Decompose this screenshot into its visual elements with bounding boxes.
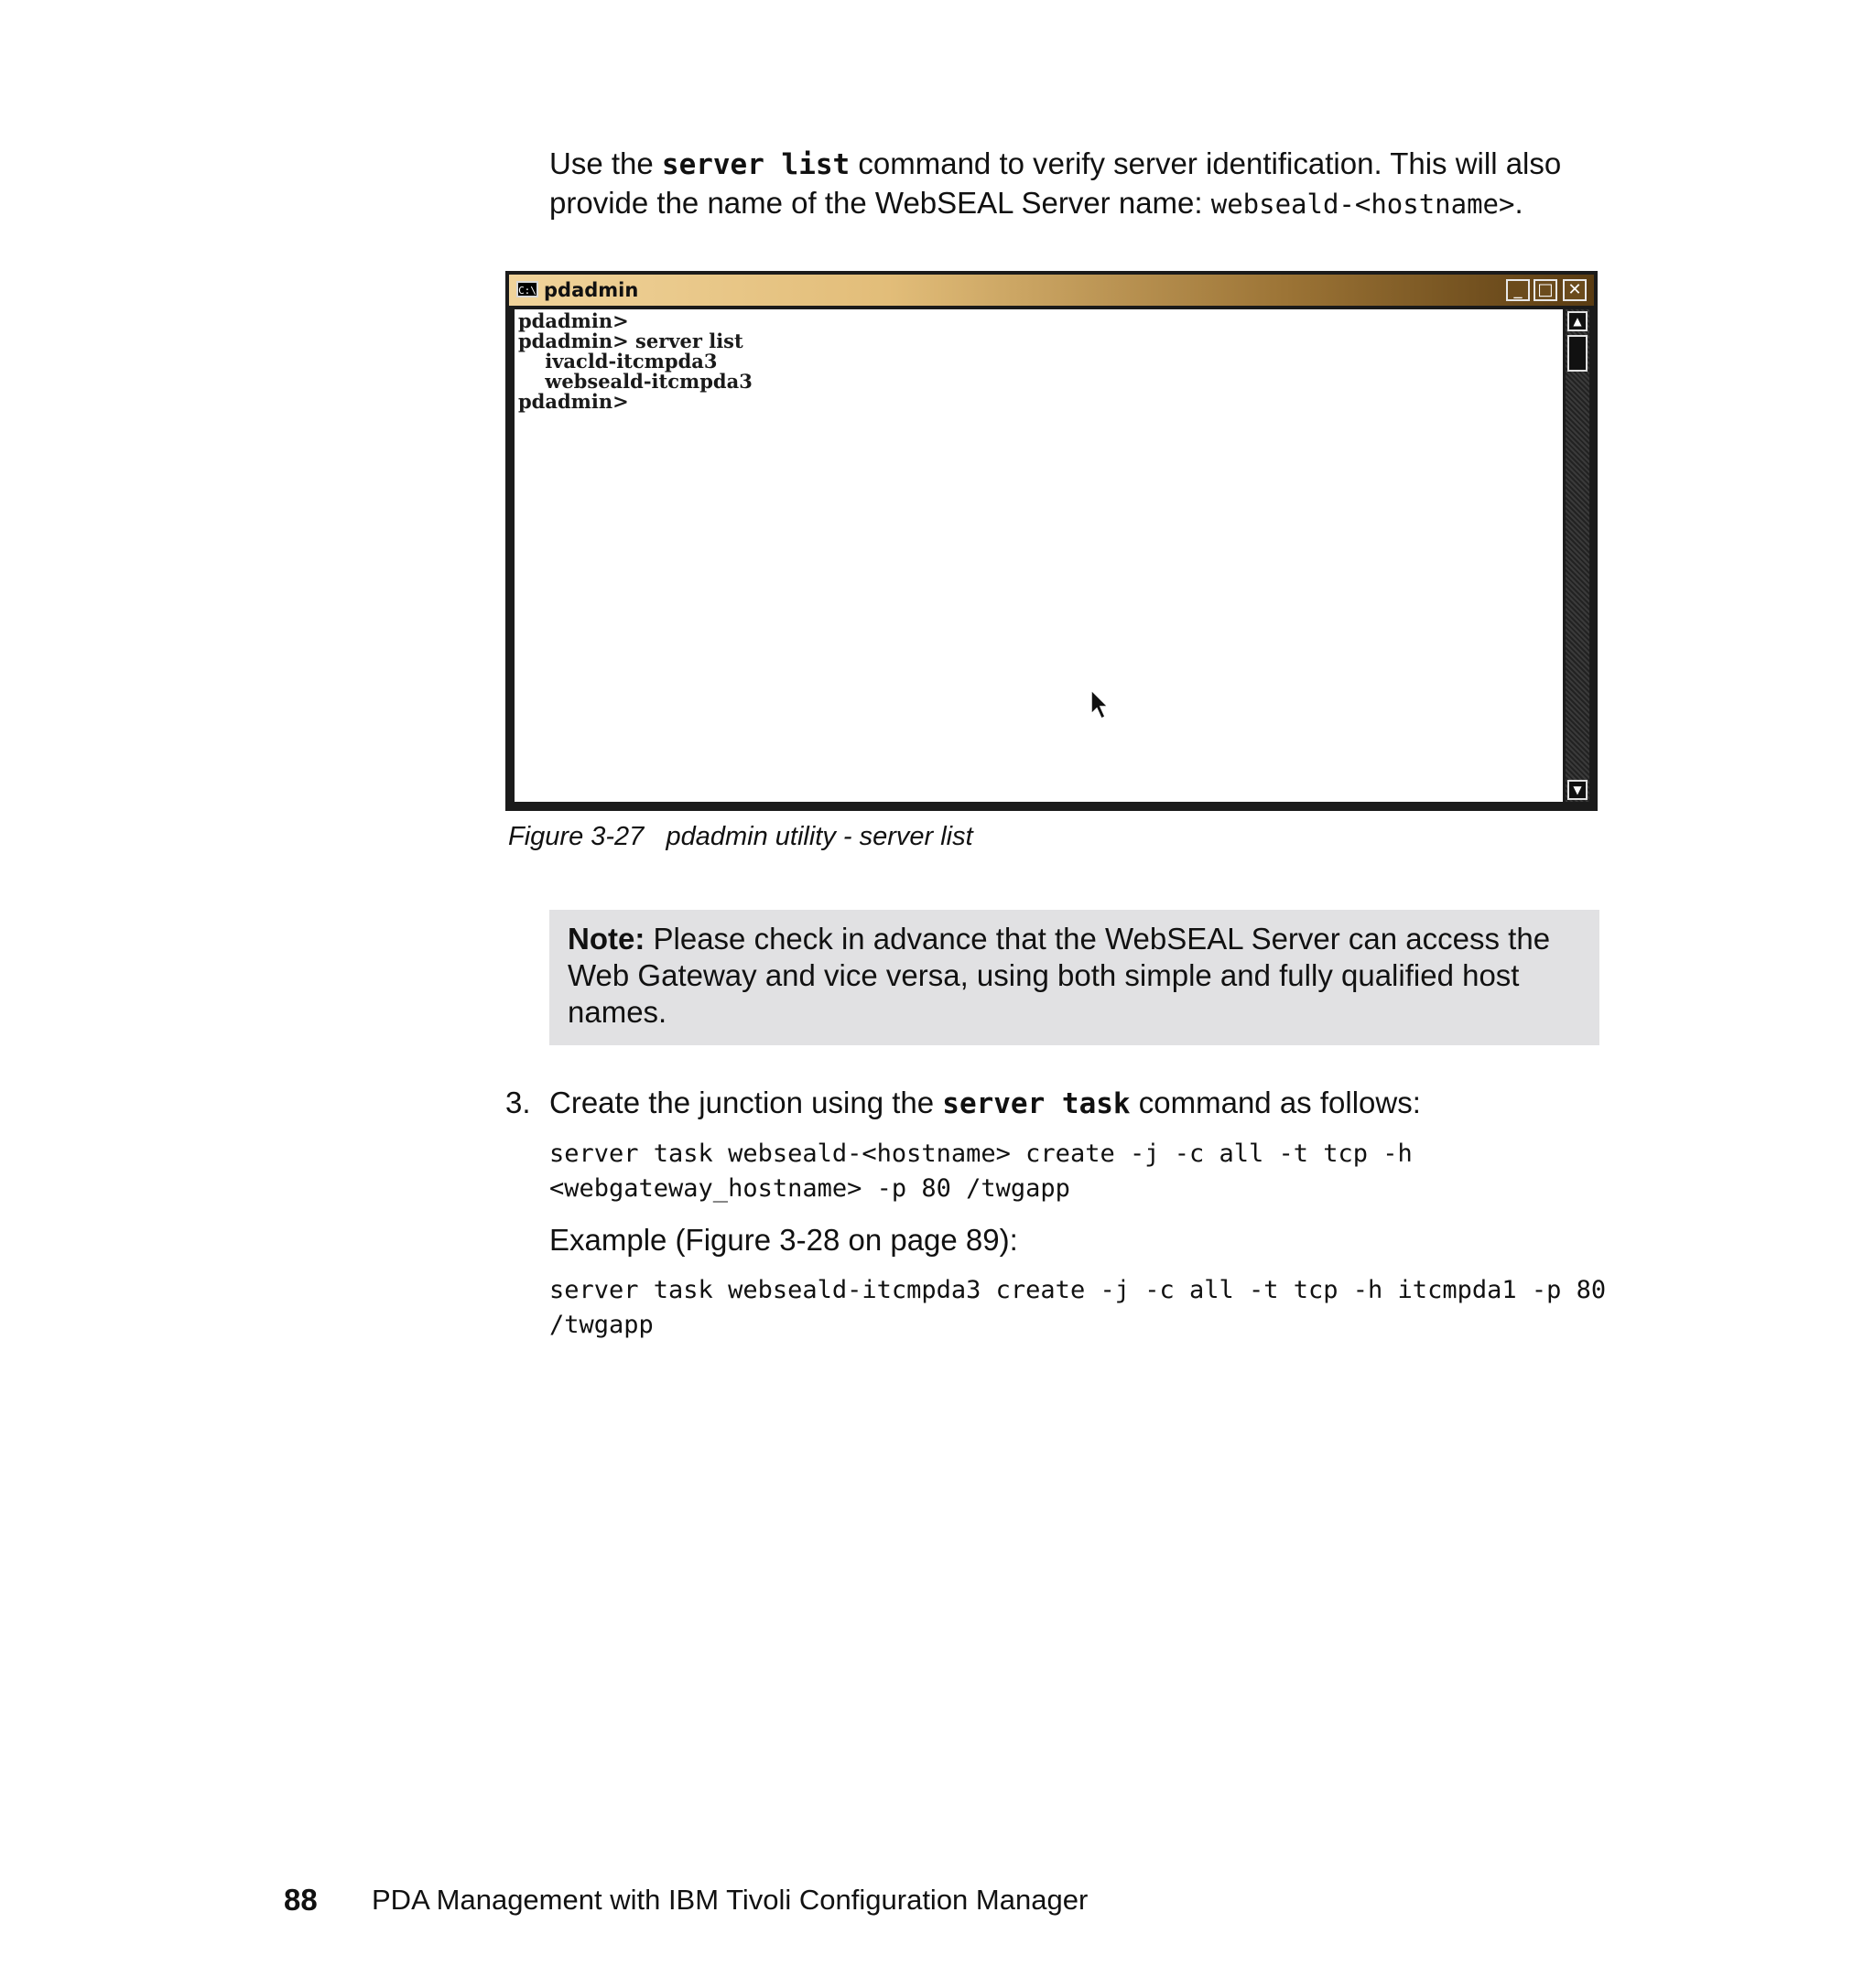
step-text-2: command as follows: xyxy=(1130,1086,1421,1119)
window-title: pdadmin xyxy=(544,279,639,301)
console-line: pdadmin> xyxy=(518,390,629,413)
step-number: 3. xyxy=(505,1086,531,1119)
command-syntax-code: server task webseald-<hostname> create -j -c all -t tcp -h <webgateway_hostname> -p 80 /twgapp xyxy=(549,1140,1413,1203)
console-line: pdadmin> server list xyxy=(518,330,743,352)
close-button[interactable]: ✕ xyxy=(1563,279,1587,301)
mouse-pointer-icon xyxy=(1089,688,1110,721)
note-label: Note: xyxy=(568,922,645,956)
book-title: PDA Management with IBM Tivoli Configuration Manager xyxy=(372,1884,1089,1916)
console-output-area[interactable] xyxy=(515,309,1563,802)
console-line: webseald-itcmpda3 xyxy=(518,370,753,393)
server-task-command: server task xyxy=(942,1087,1131,1120)
scroll-down-arrow-icon[interactable]: ▼ xyxy=(1567,780,1588,800)
scroll-up-arrow-icon[interactable]: ▲ xyxy=(1567,311,1588,331)
webseald-server-name: webseald-<hostname> xyxy=(1210,189,1515,220)
scrollbar-thumb[interactable] xyxy=(1567,335,1588,372)
server-list-command: server list xyxy=(661,148,851,181)
figure-caption: Figure 3-27 pdadmin utility - server list xyxy=(508,822,973,851)
note-box xyxy=(549,910,1599,1045)
console-app-icon[interactable]: C:\ xyxy=(516,281,538,297)
intro-paragraph xyxy=(549,145,1630,223)
pdadmin-console-window xyxy=(505,271,1598,811)
note-text: Please check in advance that the WebSEAL Server can access the Web Gateway and vice versa, using both simple and fully qualified host names. xyxy=(568,922,1551,1029)
command-example-code: server task webseald-itcmpda3 create -j -c all -t tcp -h itcmpda1 -p 80 /twgapp xyxy=(549,1276,1607,1339)
window-titlebar[interactable] xyxy=(509,275,1594,306)
console-line: pdadmin> xyxy=(518,309,629,332)
page-number: 88 xyxy=(284,1883,318,1917)
intro-text-3: . xyxy=(1514,186,1523,220)
intro-text-1: Use the xyxy=(549,146,662,180)
minimize-button[interactable]: _ xyxy=(1506,279,1530,301)
vertical-scrollbar[interactable] xyxy=(1566,309,1589,802)
step-3 xyxy=(505,1084,1421,1123)
example-label: Example (Figure 3-28 on page 89): xyxy=(549,1223,1018,1257)
step-text-1: Create the junction using the xyxy=(549,1086,943,1119)
console-text xyxy=(518,311,753,412)
maximize-button[interactable]: □ xyxy=(1534,279,1557,301)
console-line: ivacld-itcmpda3 xyxy=(518,350,718,373)
intro-text-2: command to verify server identification. This will also provide the name of the WebSEAL Server name: xyxy=(549,146,1562,220)
